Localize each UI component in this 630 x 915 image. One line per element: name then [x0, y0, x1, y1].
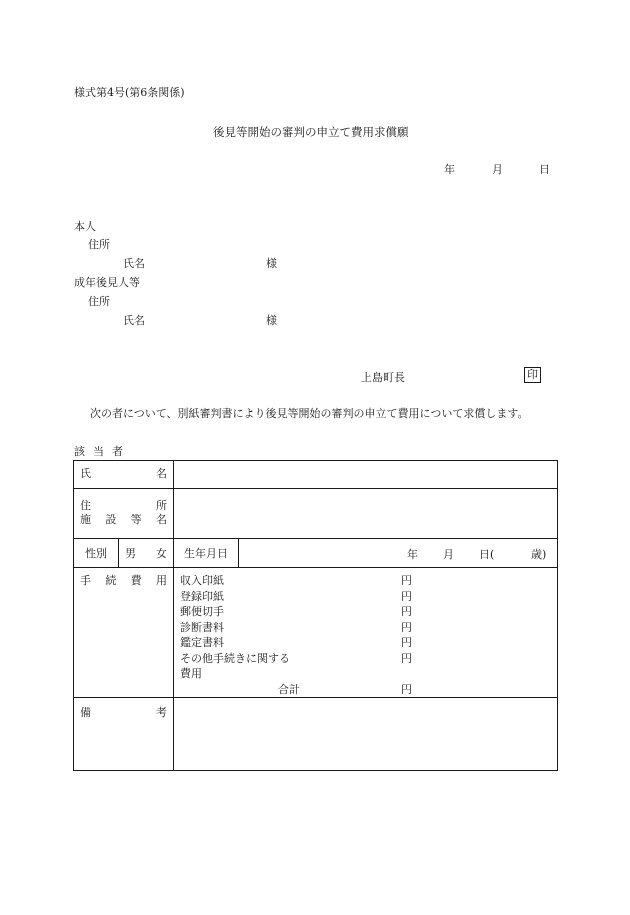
birth-month: 月 — [443, 548, 454, 561]
guardian-address-label: 住所 — [88, 295, 110, 308]
fee-label-char: 手 — [80, 574, 91, 587]
fee-item-name: その他手続きに関する費用 — [180, 651, 290, 680]
principal-address-label: 住所 — [88, 238, 110, 251]
facility-label-char: 設 — [105, 513, 117, 526]
fee-item-unit: 円 — [401, 589, 412, 603]
fee-item-unit: 円 — [401, 574, 412, 587]
gender-label: 性別 — [85, 547, 107, 560]
remarks-label-cell — [74, 698, 174, 771]
fee-row — [74, 568, 558, 698]
fee-total-unit: 円 — [401, 682, 412, 696]
birth-label: 生年月日 — [184, 547, 228, 560]
date-year: 年 — [444, 163, 455, 176]
page-title: 後見等開始の審判の申立て費用求償願 — [213, 125, 409, 139]
principal-name-label: 氏名 — [123, 257, 145, 270]
fee-item — [180, 589, 557, 605]
fee-item-unit: 円 — [401, 651, 412, 665]
remarks-label-char: 備 — [80, 706, 91, 719]
fee-item — [180, 620, 557, 636]
fee-label-char: 用 — [155, 574, 167, 587]
name-value-cell[interactable] — [174, 461, 558, 489]
remarks-label-char: 考 — [156, 706, 167, 719]
fee-total-label: 合計 — [278, 682, 300, 696]
date-day: 日 — [539, 163, 550, 176]
facility-label-char: 等 — [130, 513, 142, 526]
fee-item-unit: 円 — [401, 636, 412, 649]
name-label-cell — [74, 461, 174, 489]
address-label-char: 住 — [80, 499, 91, 512]
name-label-char: 氏 — [80, 467, 91, 480]
fee-item — [180, 573, 557, 589]
birth-value-cell[interactable] — [239, 539, 558, 568]
guardian-honorific: 様 — [266, 314, 277, 327]
gender-label-cell — [74, 539, 119, 568]
date-month: 月 — [492, 163, 503, 176]
seal-stamp — [524, 367, 541, 383]
name-row — [74, 461, 558, 489]
fee-items-cell — [174, 568, 558, 698]
name-label-char: 名 — [156, 467, 167, 480]
remarks-row — [74, 698, 558, 771]
birth-label-cell — [174, 539, 239, 568]
fee-item — [180, 604, 557, 620]
fee-item-unit: 円 — [401, 605, 412, 618]
gender-birth-row — [74, 539, 558, 568]
fee-item-unit: 円 — [401, 620, 412, 634]
fee-item-name: 登録印紙 — [180, 589, 224, 603]
fee-total — [180, 682, 557, 698]
fee-item-name: 鑑定書料 — [180, 636, 224, 649]
address-row — [74, 489, 558, 539]
birth-year: 年 — [407, 548, 418, 561]
principal-honorific: 様 — [266, 257, 277, 270]
address-value-cell[interactable] — [174, 489, 558, 539]
facility-label-char: 名 — [155, 513, 167, 526]
body-text: 次の者について、別紙審判書により後見等開始の審判の申立て費用について求償します。 — [90, 407, 529, 420]
age-label: 歳) — [531, 548, 547, 561]
address-label-cell — [74, 489, 174, 539]
gender-options-cell — [119, 539, 174, 568]
guardian-name-label: 氏名 — [123, 314, 145, 327]
section-label: 該当者 — [74, 445, 131, 458]
fee-label-char: 続 — [105, 574, 117, 587]
form-number: 様式第4号(第6条関係) — [74, 86, 185, 99]
seal-label: 印 — [524, 367, 541, 383]
guardian-heading: 成年後見人等 — [74, 276, 140, 289]
issuer-title: 上島町長 — [361, 371, 405, 384]
gender-option-male[interactable]: 男 — [125, 547, 136, 560]
fee-label-cell — [74, 568, 174, 698]
fee-item-name: 診断書料 — [180, 620, 224, 634]
fee-item-name: 郵便切手 — [180, 605, 224, 618]
applicant-table — [73, 460, 558, 771]
gender-option-female[interactable]: 女 — [156, 547, 167, 560]
remarks-value-cell[interactable] — [174, 698, 558, 771]
birth-day: 日( — [479, 548, 495, 561]
fee-item-name: 収入印紙 — [180, 574, 224, 587]
principal-heading: 本人 — [74, 220, 96, 233]
facility-label-char: 施 — [80, 513, 91, 526]
fee-label-char: 費 — [130, 574, 142, 587]
address-label-char: 所 — [156, 499, 167, 512]
fee-item — [180, 651, 557, 682]
fee-item — [180, 635, 557, 651]
